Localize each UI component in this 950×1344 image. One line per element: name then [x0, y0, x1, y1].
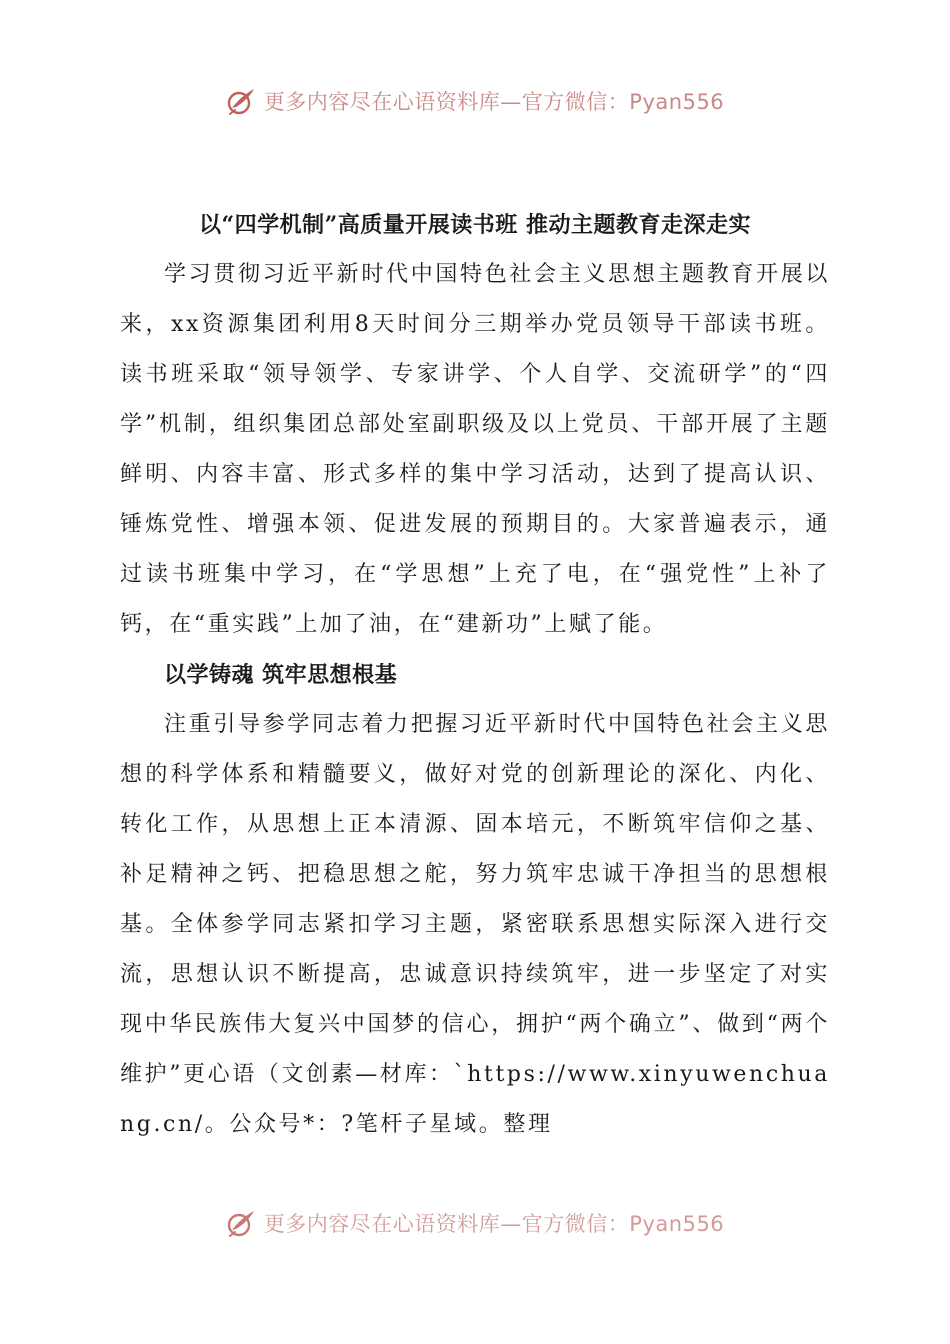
quill-logo-icon: [226, 1208, 256, 1238]
watermark-footer: [0, 1208, 950, 1238]
section-heading: 以学铸魂 筑牢思想根基: [164, 662, 398, 688]
intro-paragraph: 学习贯彻习近平新时代中国特色社会主义思想主题教育开展以来，xx资源集团利用8天时间分三期举办党员领导干部读书班。读书班采取“领导领学、专家讲学、个人自学、交流研学”的“四学”机制，组织集团总部处室副职级及以上党员、干部开展了主题鲜明、内容丰富、形式多样的集中学习活动，达到了提高认识、锤炼党性、增强本领、促进发展的预期目的。大家普遍表示，通过读书班集中学习，在“学思想”上充了电，在“强党性”上补了钙，在“重实践”上加了油，在“建新功”上赋了能。: [120, 262, 830, 637]
document-title: 以“四学机制”高质量开展读书班 推动主题教育走深走实: [199, 212, 751, 238]
document-page: [120, 200, 830, 1150]
quill-logo-icon: [226, 86, 256, 116]
watermark-text: 更多内容尽在心语资料库—官方微信：Pyan556: [263, 1212, 725, 1236]
watermark-header: [0, 86, 950, 116]
watermark-text: 更多内容尽在心语资料库—官方微信：Pyan556: [263, 90, 725, 114]
section-paragraph: 注重引导参学同志着力把握习近平新时代中国特色社会主义思想的科学体系和精髓要义，做好对党的创新理论的深化、内化、转化工作，从思想上正本清源、固本培元，不断筑牢信仰之基、补足精神之钙、把稳思想之舵，努力筑牢忠诚干净担当的思想根基。全体参学同志紧扣学习主题，紧密联系思想实际深入进行交流，思想认识不断提高，忠诚意识持续筑牢，进一步坚定了对实现中华民族伟大复兴中国梦的信心，拥护“两个确立”、做到“两个维护”更心语（文创素—材库：`https://www.xinyuwenchuang.cn/。公众号*：?笔杆子星域。整理: [120, 712, 830, 1137]
